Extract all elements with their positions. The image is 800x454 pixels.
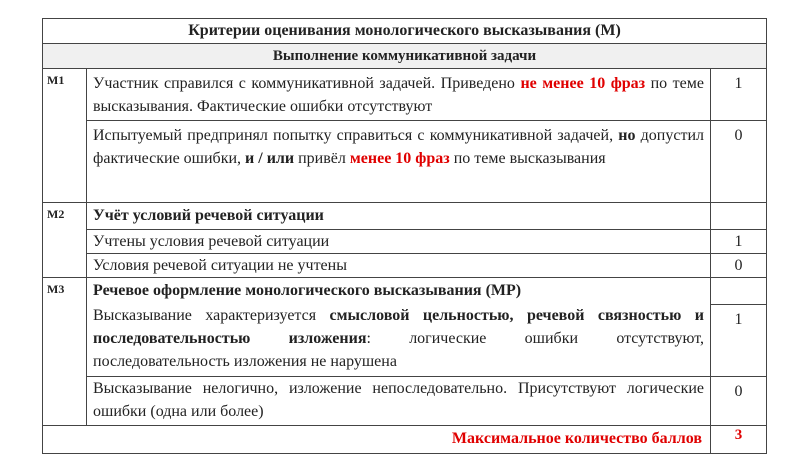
m3-score-1: 1 — [711, 304, 767, 376]
m3-row-2 — [43, 376, 767, 425]
m3-code: М3 — [43, 278, 87, 305]
m2-row-1 — [43, 230, 767, 254]
max-score-label: Максимальное количество баллов — [43, 425, 711, 453]
m3-heading-row — [43, 278, 767, 305]
m1-criterion-2: Испытуемый предпринял попытку справиться с коммуникативной задачей, но допустил фактические ошибки, и / или привёл менее 10 фраз по теме высказывания — [87, 121, 711, 203]
m2-title: Учёт условий речевой ситуации — [87, 203, 711, 230]
criteria-table — [42, 18, 767, 454]
m2-criterion-2: Условия речевой ситуации не учтены — [87, 254, 711, 278]
m3-score-2: 0 — [711, 376, 767, 425]
m1-score-1: 1 — [711, 69, 767, 121]
m3-title: Речевое оформление монологического высказывания (МР) — [87, 278, 711, 305]
m2-score-2: 0 — [711, 254, 767, 278]
m3-criterion-1: Высказывание характеризуется смысловой цельностью, речевой связностью и последовательностью изложения: логические ошибки отсутствуют, последовательность изложения не нарушена — [87, 304, 711, 376]
m1-code: М1 — [43, 69, 87, 121]
m3-criterion-2: Высказывание нелогично, изложение непоследовательно. Присутствуют логические ошибки (одна или более) — [87, 376, 711, 425]
m1-row-1 — [43, 69, 767, 121]
m2-row-2 — [43, 254, 767, 278]
m1-criterion-1: Участник справился с коммуникативной задачей. Приведено не менее 10 фраз по теме высказывания. Фактические ошибки отсутствуют — [87, 69, 711, 121]
m1-score-2: 0 — [711, 121, 767, 203]
m1-row-2 — [43, 121, 767, 203]
max-score-row — [43, 425, 767, 453]
m2-criterion-1: Учтены условия речевой ситуации — [87, 230, 711, 254]
m3-row-1 — [43, 304, 767, 376]
criteria-sheet — [42, 18, 766, 450]
m2-code: М2 — [43, 203, 87, 230]
max-score-value: 3 — [711, 425, 767, 453]
section1-title: Выполнение коммуникативной задачи — [43, 44, 767, 69]
m2-heading-row — [43, 203, 767, 230]
section-title-row — [43, 44, 767, 69]
table-title-row — [43, 19, 767, 44]
m2-score-1: 1 — [711, 230, 767, 254]
table-title: Критерии оценивания монологического высказывания (М) — [43, 19, 767, 44]
